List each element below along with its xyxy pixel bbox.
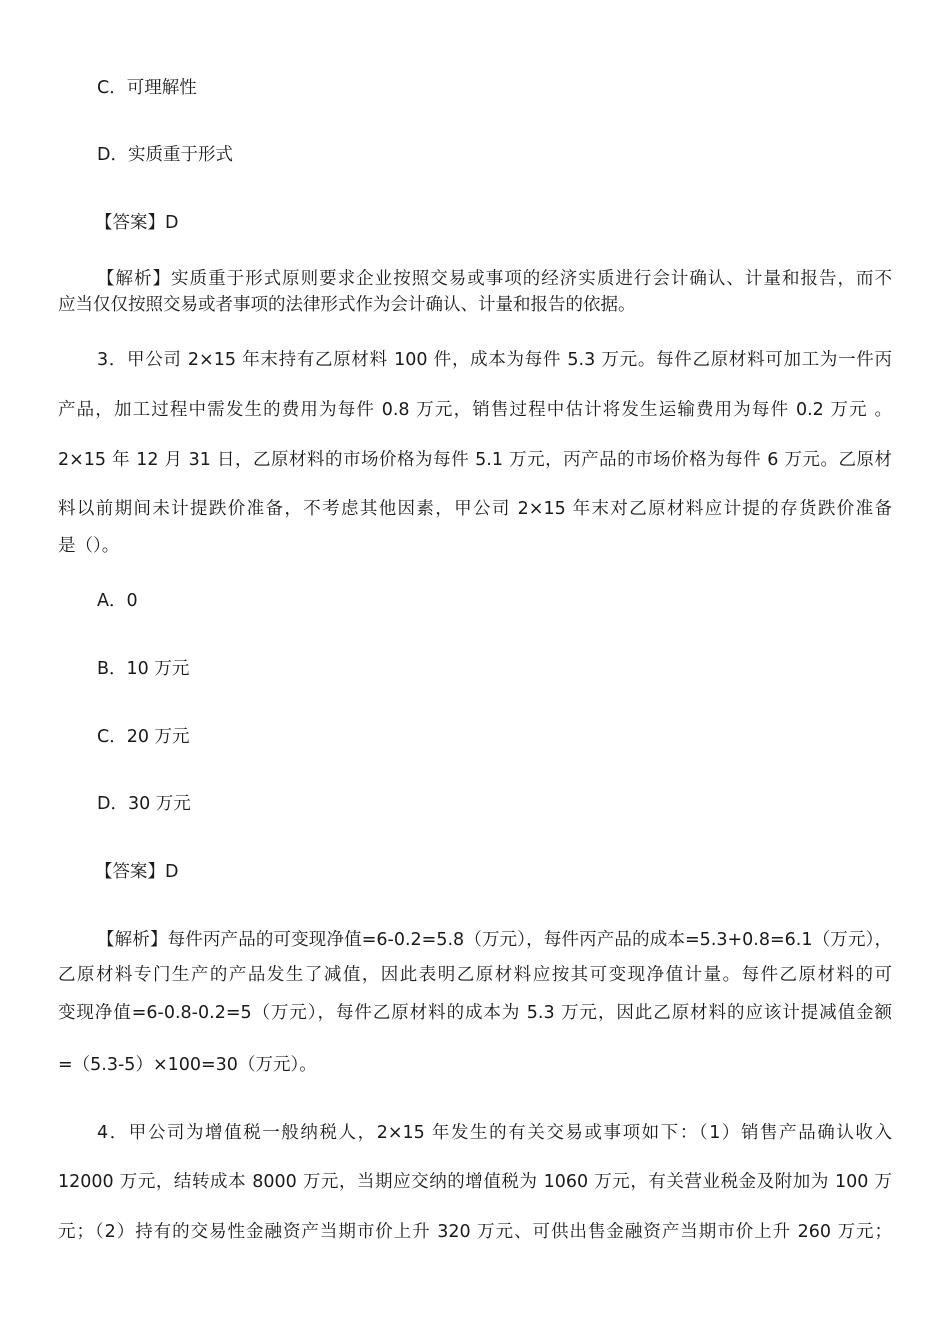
q3-stem-line-4: 料以前期间未计提跌价准备，不考虑其他因素，甲公司 2×15 年末对乙原材料应计提的存货跌价准备 — [58, 499, 892, 519]
q3-option-d: D．30 万元 — [97, 794, 191, 814]
q3-stem-line-5: 是（）。 — [58, 536, 120, 556]
q3-option-b: B．10 万元 — [97, 659, 190, 679]
q3-stem-line-2: 产品，加工过程中需发生的费用为每件 0.8 万元，销售过程中估计将发生运输费用为每件 0.2 万元 。 — [58, 400, 892, 420]
q4-stem-line-3: 元；（2）持有的交易性金融资产当期市价上升 320 万元、可供出售金融资产当期市价上升 260 万元； — [58, 1222, 892, 1242]
q4-stem-line-1: 4．甲公司为增值税一般纳税人，2×15 年发生的有关交易或事项如下：（1）销售产品确认收入 — [97, 1123, 892, 1143]
q2-analysis-line-2: 应当仅仅按照交易或者事项的法律形式作为会计确认、计量和报告的依据。 — [58, 295, 636, 315]
q4-stem-line-2: 12000 万元，结转成本 8000 万元，当期应交纳的增值税为 1060 万元，有关营业税金及附加为 100 万 — [58, 1172, 892, 1192]
q2-option-c: C．可理解性 — [97, 78, 197, 98]
q2-analysis-line-1: 【解析】实质重于形式原则要求企业按照交易或事项的经济实质进行会计确认、计量和报告，而不 — [97, 269, 892, 289]
q2-answer: 【答案】D — [95, 213, 179, 233]
q3-analysis-line-2: 乙原材料专门生产的产品发生了减值，因此表明乙原材料应按其可变现净值计量。每件乙原材料的可 — [58, 965, 892, 985]
q3-analysis-line-4: =（5.3-5）×100=30（万元）。 — [58, 1055, 317, 1075]
q2-option-d: D．实质重于形式 — [97, 145, 233, 165]
q3-option-a: A．0 — [97, 591, 138, 611]
q3-analysis-line-3: 变现净值=6-0.8-0.2=5（万元），每件乙原材料的成本为 5.3 万元，因此乙原材料的应该计提减值金额 — [58, 1003, 892, 1023]
q3-answer: 【答案】D — [95, 862, 179, 882]
q3-stem-line-1: 3．甲公司 2×15 年末持有乙原材料 100 件，成本为每件 5.3 万元。每件乙原材料可加工为一件丙 — [97, 350, 892, 370]
q3-analysis-line-1: 【解析】每件丙产品的可变现净值=6-0.2=5.8（万元），每件丙产品的成本=5.3+0.8=6.1（万元）， — [97, 930, 892, 950]
q3-option-c: C．20 万元 — [97, 727, 190, 747]
q3-stem-line-3: 2×15 年 12 月 31 日，乙原材料的市场价格为每件 5.1 万元，丙产品的市场价格为每件 6 万元。乙原材 — [58, 450, 892, 470]
